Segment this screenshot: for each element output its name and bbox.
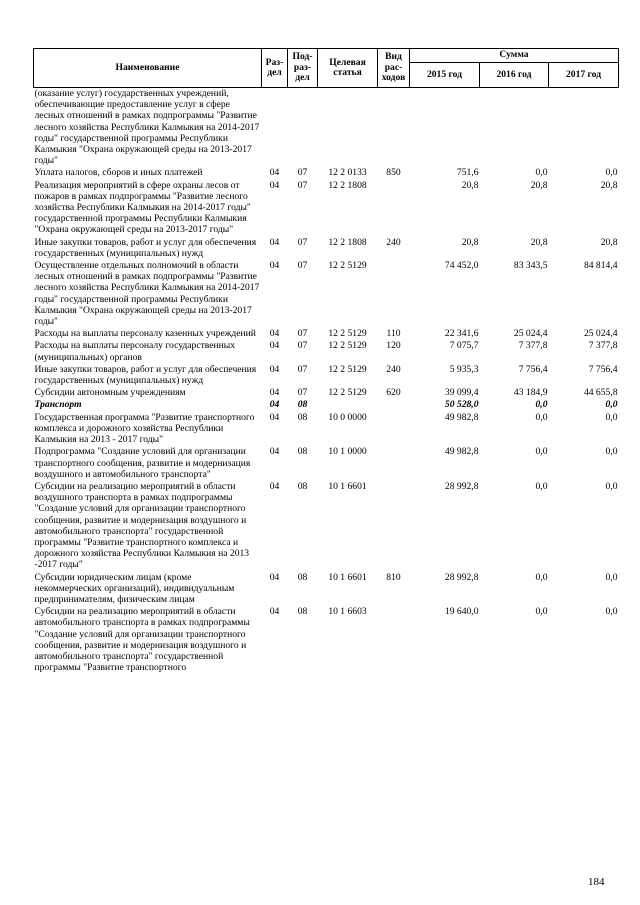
row-section: 04 [269, 571, 280, 583]
row-amount-2015: 5 935,3 [449, 363, 479, 375]
header-section [262, 49, 288, 88]
row-subsection [288, 88, 318, 168]
row-amount-2015 [410, 88, 480, 168]
row-section: 04 [269, 340, 280, 352]
row-amount-2017: 20,8 [600, 236, 618, 248]
row-amount-2015: 751,6 [456, 167, 479, 179]
row-target: 12 2 1808 [328, 236, 367, 248]
header-year-2016: 2016 год [480, 63, 549, 88]
row-name: Уплата налогов, сборов и иных платежей [34, 167, 203, 179]
row-amount-2016: 20,8 [530, 236, 548, 248]
row-target: 10 0 0000 [328, 411, 367, 423]
row-target: 10 1 6601 [328, 571, 367, 583]
table-row [34, 446, 619, 481]
row-section: 04 [269, 480, 280, 492]
row-subsection: 08 [297, 446, 308, 458]
row-section: 04 [269, 606, 280, 618]
row-amount-2015: 28 992,8 [444, 571, 479, 583]
table-row [34, 481, 619, 572]
header-subsection-text: Под- раз- дел [292, 51, 313, 84]
row-name: Расходы на выплаты персоналу казенных учреждений [34, 328, 256, 340]
row-amount-2015: 20,8 [461, 179, 479, 191]
row-subsection: 07 [297, 387, 308, 399]
row-section: 04 [269, 167, 280, 179]
row-amount-2017: 0,0 [605, 399, 618, 411]
table-row [34, 399, 619, 411]
row-amount-2016: 7 756,4 [518, 363, 548, 375]
row-exp-type [378, 399, 410, 411]
row-section: 04 [269, 236, 280, 248]
row-exp-type: 120 [386, 340, 401, 352]
row-target: 12 2 1808 [328, 179, 367, 191]
page-number: 184 [588, 876, 605, 888]
row-name: Субсидии автономным учреждениям [34, 387, 186, 399]
row-amount-2017 [549, 88, 619, 168]
header-exp-type [378, 49, 410, 88]
row-name: Субсидии юридическим лицам (кроме некоммерческих организаций), индивидуальным предпринимателям, физическим лицам [34, 571, 235, 605]
row-amount-2017: 7 377,8 [588, 340, 618, 352]
row-section: 04 [269, 387, 280, 399]
row-name: Подпрограмма "Создание условий для организации транспортного сообщения, развитие и модернизация воздушного и автомобильного транспорта" [34, 446, 251, 480]
row-amount-2015: 49 982,8 [444, 446, 479, 458]
row-name: Иные закупки товаров, работ и услуг для обеспечения государственных (муниципальных) нужд [34, 236, 257, 259]
row-target: 10 1 6601 [328, 480, 367, 492]
header-section-text: Раз- дел [265, 56, 284, 78]
row-exp-type [378, 481, 410, 572]
row-target: 12 2 0133 [328, 167, 367, 179]
row-exp-type: 850 [386, 167, 401, 179]
row-name: Субсидии на реализацию мероприятий в области воздушного транспорта в рамках подпрограммы "Создание условий для организации транспортного сообщения, развитие и модернизация воздушного и автомобильного транспорта" государственной программы "Развитие транспортного комплекса и дорожного хозяйства Республики Калмыкия на 2013 -2017 годы" [34, 480, 250, 571]
table-row [34, 237, 619, 260]
row-subsection: 08 [297, 606, 308, 618]
table-row [34, 387, 619, 399]
header-exp-type-text: Вид рас- ходов [381, 51, 406, 84]
row-exp-type [378, 446, 410, 481]
row-exp-type: 810 [386, 571, 401, 583]
row-target: 12 2 5129 [328, 328, 367, 340]
row-section: 04 [269, 446, 280, 458]
row-section: 04 [269, 260, 280, 272]
row-exp-type [378, 412, 410, 447]
row-section: 04 [269, 411, 280, 423]
row-exp-type: 240 [386, 363, 401, 375]
row-section: 04 [269, 363, 280, 375]
table-row [34, 412, 619, 447]
row-amount-2017: 0,0 [605, 167, 618, 179]
row-name: Осуществление отдельных полномочий в области лесных отношений в рамках подпрограммы "Развитие лесного хозяйства Республики Калмыкия на 2014-2017 годы" государственной программы Республики Калмыкия "Охрана окружающей среды на 2013-2017 годы" [34, 260, 260, 328]
table-row [34, 180, 619, 237]
row-subsection: 08 [297, 571, 308, 583]
row-amount-2017: 0,0 [605, 480, 618, 492]
row-target: 10 1 0000 [328, 446, 367, 458]
row-section: 04 [269, 399, 280, 411]
row-target: 12 2 5129 [328, 340, 367, 352]
row-target: 12 2 5129 [328, 260, 367, 272]
row-amount-2016: 0,0 [535, 411, 548, 423]
row-target: 12 2 5129 [328, 387, 367, 399]
row-subsection: 07 [297, 340, 308, 352]
row-exp-type: 620 [386, 387, 401, 399]
row-amount-2015: 49 982,8 [444, 411, 479, 423]
row-amount-2016: 0,0 [535, 571, 548, 583]
row-amount-2015: 50 528,0 [444, 399, 479, 411]
row-name: (оказание услуг) государственных учреждений, обеспечивающие предоставление услуг в сфере лесных отношений в рамках подпрограммы "Развитие лесного хозяйства Республики Калмыкия на 2014-2017 годы" государственной программы Республики Калмыкия "Охрана окружающей среды на 2013-2017 годы" [34, 88, 260, 167]
row-name: Расходы на выплаты персоналу государственных (муниципальных) органов [34, 340, 236, 363]
header-target [318, 49, 378, 88]
row-amount-2015: 19 640,0 [444, 606, 479, 618]
row-exp-type [378, 606, 410, 674]
table-header [34, 49, 619, 88]
row-amount-2016: 7 377,8 [518, 340, 548, 352]
row-subsection: 08 [297, 399, 308, 411]
row-amount-2015: 7 075,7 [449, 340, 479, 352]
table-row [34, 572, 619, 607]
table-body [34, 88, 619, 675]
header-year-2017: 2017 год [549, 63, 619, 88]
row-amount-2015: 20,8 [461, 236, 479, 248]
row-section: 04 [269, 328, 280, 340]
row-exp-type [378, 260, 410, 328]
row-target: 10 1 6603 [328, 606, 367, 618]
row-amount-2017: 25 024,4 [583, 328, 618, 340]
row-target: 12 2 5129 [328, 363, 367, 375]
row-amount-2017: 44 655,8 [583, 387, 618, 399]
row-amount-2016: 0,0 [535, 167, 548, 179]
header-year-2015: 2015 год [410, 63, 480, 88]
row-name: Субсидии на реализацию мероприятий в области автомобильного транспорта в рамках подпрограммы "Создание условий для организации транспортного сообщения, развитие и модернизация воздушного и автомобильного транспорта" государственной программы "Развитие транспортного [34, 606, 250, 674]
header-target-text: Целевая статья [329, 56, 366, 78]
row-amount-2016: 0,0 [535, 480, 548, 492]
table-row [34, 260, 619, 328]
row-subsection: 07 [297, 236, 308, 248]
header-sum: Сумма [410, 49, 619, 63]
row-amount-2017: 0,0 [605, 571, 618, 583]
row-amount-2017: 0,0 [605, 446, 618, 458]
row-amount-2016: 0,0 [535, 606, 548, 618]
row-amount-2016: 43 184,9 [513, 387, 548, 399]
row-subsection: 07 [297, 363, 308, 375]
row-section: 04 [269, 179, 280, 191]
row-subsection: 07 [297, 328, 308, 340]
row-target [318, 88, 378, 168]
row-amount-2015: 28 992,8 [444, 480, 479, 492]
row-exp-type: 110 [386, 328, 401, 340]
row-exp-type: 240 [386, 236, 401, 248]
row-target [318, 399, 378, 411]
budget-table [33, 48, 619, 674]
row-amount-2016: 0,0 [535, 399, 548, 411]
row-name: Иные закупки товаров, работ и услуг для обеспечения государственных (муниципальных) нужд [34, 363, 257, 387]
table-row [34, 364, 619, 387]
header-subsection [288, 49, 318, 88]
row-amount-2016: 25 024,4 [513, 328, 548, 340]
row-amount-2016 [480, 88, 549, 168]
row-name: Государственная программа "Развитие транспортного комплекса и дорожного хозяйства Республики Калмыкия на 2013 - 2017 годы" [34, 411, 255, 446]
row-amount-2015: 39 099,4 [444, 387, 479, 399]
row-amount-2017: 20,8 [600, 179, 618, 191]
table-row [34, 88, 619, 168]
table-row [34, 167, 619, 179]
row-subsection: 08 [297, 480, 308, 492]
row-amount-2017: 0,0 [605, 606, 618, 618]
row-name: Транспорт [34, 399, 82, 411]
row-exp-type [378, 88, 410, 168]
row-amount-2016: 20,8 [530, 179, 548, 191]
row-amount-2016: 83 343,5 [513, 260, 548, 272]
row-amount-2017: 84 814,4 [583, 260, 618, 272]
row-name: Реализация мероприятий в сфере охраны лесов от пожаров в рамках подпрограммы "Развитие лесного хозяйства Республики Калмыкия на 2014-2017 годы" государственной программы Республики Калмыкия "Охрана окружающей среды на 2013-2017 годы" [34, 179, 251, 236]
row-exp-type [378, 180, 410, 237]
row-amount-2015: 74 452,0 [444, 260, 479, 272]
row-amount-2016: 0,0 [535, 446, 548, 458]
header-name: Наименование [34, 49, 262, 88]
table-row [34, 328, 619, 340]
row-section [262, 88, 288, 168]
row-amount-2015: 22 341,6 [444, 328, 479, 340]
row-amount-2017: 0,0 [605, 411, 618, 423]
row-subsection: 08 [297, 411, 308, 423]
table-row [34, 606, 619, 674]
row-subsection: 07 [297, 179, 308, 191]
table-row [34, 340, 619, 363]
row-subsection: 07 [297, 167, 308, 179]
row-subsection: 07 [297, 260, 308, 272]
row-amount-2017: 7 756,4 [588, 363, 618, 375]
